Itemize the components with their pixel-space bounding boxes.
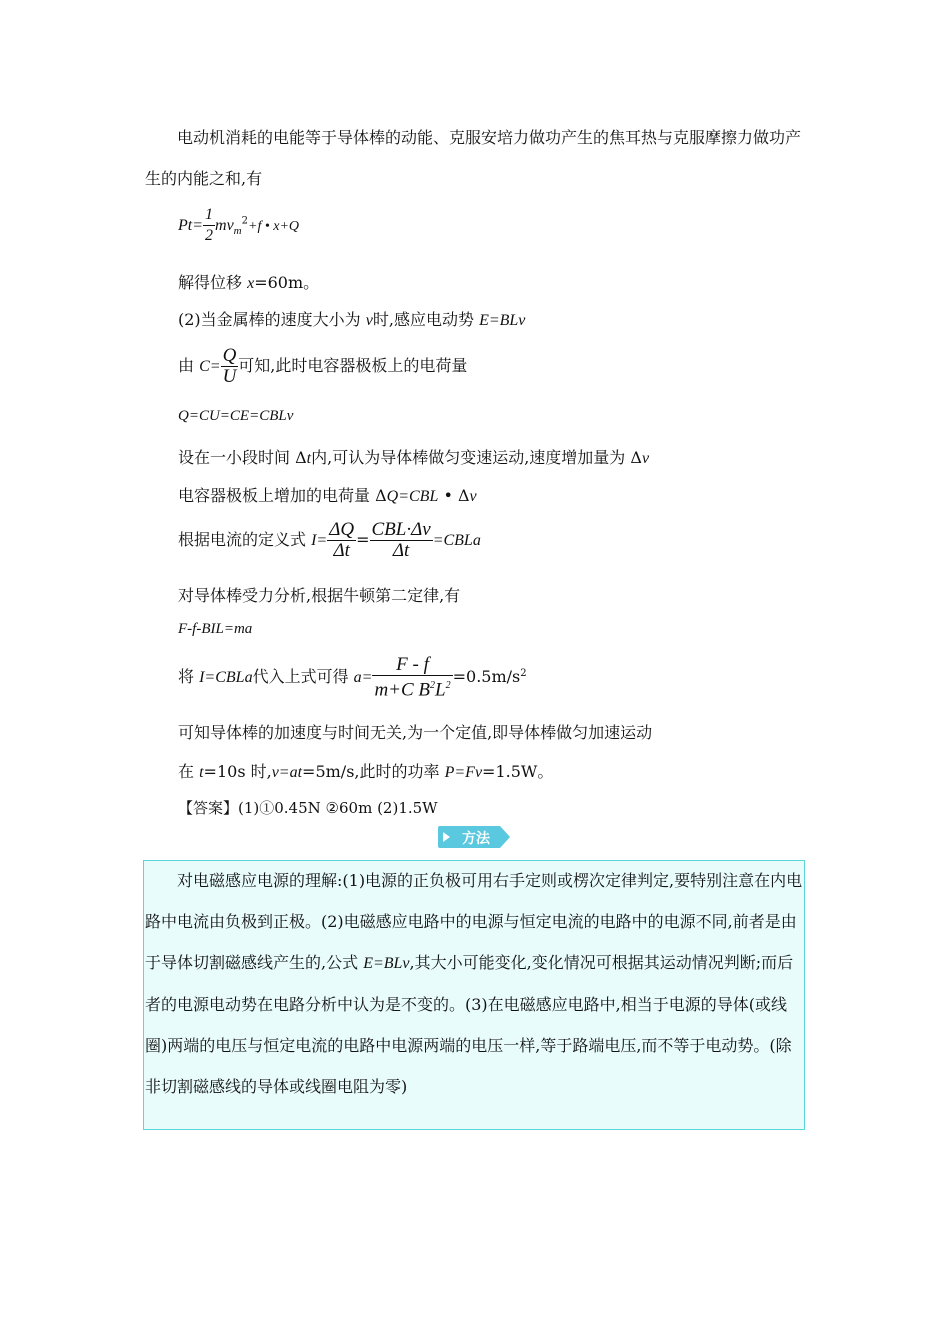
p13-text-c: =5m/s,此时的功率 bbox=[302, 762, 445, 781]
paragraph-small-interval bbox=[178, 445, 649, 468]
p4-text-a: 由 bbox=[178, 356, 200, 375]
p13-text-a: 在 bbox=[178, 762, 200, 781]
paragraph-charge-increment bbox=[178, 483, 477, 506]
p8-denominator-2: Δt bbox=[370, 540, 433, 561]
p2-value: =60m。 bbox=[254, 273, 320, 292]
paragraph-acceleration bbox=[178, 655, 527, 700]
p7-text: 电容器极板上增加的电荷量 Δ bbox=[178, 486, 387, 505]
p6-text-b: 内,可认为导体棒做匀变速运动,速度增加量为 Δ bbox=[311, 448, 642, 467]
p11-substitution: I=CBLa bbox=[199, 669, 253, 687]
paragraph-part2 bbox=[178, 307, 525, 330]
paragraph-displacement bbox=[178, 270, 319, 293]
p4-text-b: 可知,此时电容器极板上的电荷量 bbox=[238, 356, 468, 375]
p11-sup: 2 bbox=[520, 667, 527, 679]
p13-text-b: =10s 时, bbox=[203, 762, 272, 781]
p3-text-a: (2)当金属棒的速度大小为 bbox=[178, 310, 366, 329]
method-text-a: 对电磁感应电源的理解:(1)电源的正负极可用右手定则或楞次定律判定,要特别注意在内电路中电流由负极到正极。(2)电磁感应电路中的电源与恒定电流的电路中的电源不同,前者是由于导体切割磁感线产生的,公式 bbox=[145, 871, 803, 972]
p7-formula: Q=CBL bbox=[386, 488, 439, 505]
paragraph-current-definition bbox=[178, 520, 481, 561]
p6-var-v: v bbox=[641, 450, 650, 467]
p4-denominator: U bbox=[222, 366, 237, 387]
p6-text-a: 设在一小段时间 Δ bbox=[178, 448, 307, 467]
p11-lhs: a= bbox=[353, 669, 373, 687]
p11-value: =0.5m/s bbox=[452, 667, 521, 687]
paragraph-power bbox=[178, 759, 553, 782]
p13-value: =1.5W。 bbox=[482, 762, 554, 781]
p6-var-t: t bbox=[306, 450, 312, 467]
method-text bbox=[145, 860, 805, 1107]
eq1-tail: +f • x+Q bbox=[248, 219, 300, 234]
p11-denominator bbox=[372, 675, 452, 700]
p2-var: x bbox=[247, 275, 255, 292]
p4-numerator: Q bbox=[222, 345, 237, 366]
eq1-denominator: 2 bbox=[205, 227, 214, 244]
p8-result: =CBLa bbox=[432, 532, 481, 549]
p8-numerator-1: ΔQ bbox=[329, 519, 355, 540]
method-formula: E=BLv bbox=[363, 955, 410, 972]
p8-lhs: I= bbox=[311, 532, 328, 549]
method-badge-label: 方法 bbox=[462, 831, 490, 847]
paragraph-uniform-acceleration: 可知导体棒的加速度与时间无关,为一个定值,即导体棒做匀加速运动 bbox=[178, 723, 653, 742]
p8-equals: = bbox=[356, 530, 370, 549]
equation-energy bbox=[178, 205, 299, 246]
eq1-numerator: 1 bbox=[205, 206, 214, 223]
p11-den-L: L bbox=[435, 679, 446, 701]
eq1-lhs: Pt= bbox=[178, 217, 204, 234]
p7-var: v bbox=[469, 488, 477, 505]
answer-line: 【答案】(1)①0.45N ②60m (2)1.5W bbox=[178, 799, 438, 817]
p13-velocity: v=at bbox=[271, 764, 303, 781]
p3-var: v bbox=[365, 312, 373, 329]
p13-power: P=Fv bbox=[444, 764, 483, 781]
eq1-sub: m bbox=[233, 225, 242, 238]
eq1-sup: 2 bbox=[241, 215, 248, 227]
p8-numerator-2: CBL·Δv bbox=[371, 519, 431, 540]
p3-text-b: 时,感应电动势 bbox=[372, 310, 480, 329]
p11-den-sup-2: 2 bbox=[445, 680, 451, 691]
p8-text: 根据电流的定义式 bbox=[178, 530, 312, 549]
paragraph-energy: 电动机消耗的电能等于导体棒的动能、克服安培力做功产生的焦耳热与克服摩擦力做功产生的内能之和,有 bbox=[145, 128, 802, 188]
p11-text-a: 将 bbox=[178, 667, 200, 687]
method-text-c: ,其大小可能变化,变化情况可根据其运动情况判断;而后者的电源电动势在电路分析中认为是不变的。(3)在电磁感应电路中,相当于电源的导体(或线圈)两端的电压与恒定电流的电路中电源两端的电压一样,等于路端电压,而不等于电动势。(除非切割磁感线的导体或线圈电阻为零) bbox=[145, 953, 794, 1096]
p11-den-main: m+C B bbox=[374, 679, 431, 701]
equation-charge: Q=CU=CE=CBLv bbox=[178, 408, 294, 424]
equation-newton: F-f-BIL=ma bbox=[178, 621, 253, 637]
p3-formula: E=BLv bbox=[479, 312, 526, 329]
paragraph-force-analysis: 对导体棒受力分析,根据牛顿第二定律,有 bbox=[178, 586, 461, 605]
paragraph-capacitance bbox=[178, 346, 467, 387]
p7-dot: • Δ bbox=[438, 486, 470, 505]
p11-text-b: 代入上式可得 bbox=[252, 667, 354, 687]
p8-denominator-1: Δt bbox=[327, 540, 356, 561]
p11-numerator: F - f bbox=[396, 654, 429, 675]
p2-text: 解得位移 bbox=[178, 273, 248, 292]
p4-lhs: C= bbox=[199, 358, 221, 375]
p13-var-t: t bbox=[199, 764, 204, 781]
eq1-mv: mv bbox=[215, 217, 234, 234]
p11-den-sup-1: 2 bbox=[430, 680, 436, 691]
